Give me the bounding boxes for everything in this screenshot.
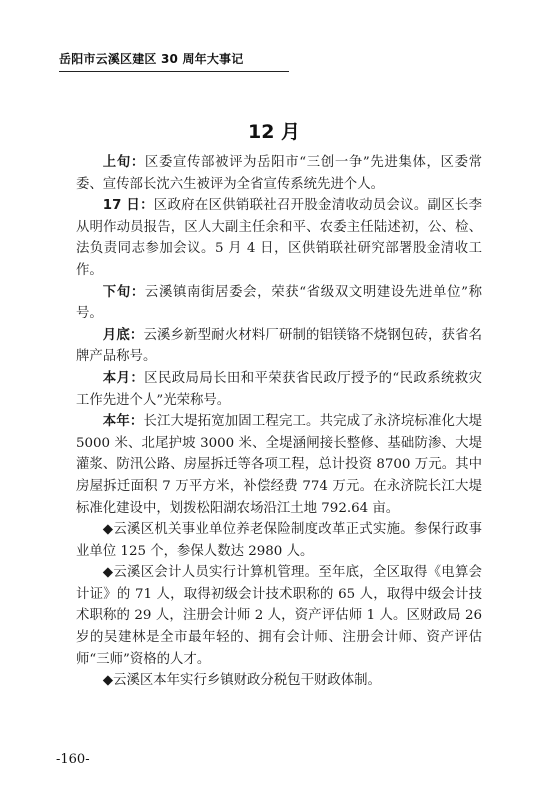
entry-paragraph [76, 325, 482, 368]
entry-text: 区委宣传部被评为岳阳市“三创一争”先进集体，区委常委、宣传部长沈六生被评为全省宣传系统先进个人。 [76, 155, 482, 192]
entry-paragraph [76, 282, 482, 325]
body-text [76, 152, 482, 692]
entry-text: 区政府在区供销联社召开股金清收动员会议。副区长李从明作动员报告，区人大副主任余和平、农委主任陆述初，公、检、法负责同志参加会议。5 月 4 日，区供销联社研究部署股金清收工作。 [76, 198, 483, 278]
entry-label: 上旬： [102, 155, 145, 170]
bullet-text: 云溪区本年实行乡镇财政分税包干财政体制。 [113, 673, 381, 689]
entry-paragraph [76, 152, 482, 195]
header-rule [59, 71, 289, 72]
entry-label: 本年： [102, 414, 144, 430]
bullet-paragraph [76, 670, 482, 692]
diamond-bullet-icon: ◆ [102, 673, 114, 689]
entry-text: 云溪乡新型耐火材料厂研制的铝镁铬不烧钢包砖，获省名牌产品称号。 [76, 327, 483, 365]
entry-text: 云溪镇南街居委会，荣获“省级双文明建设先进单位”称号。 [76, 284, 482, 322]
bullet-paragraph [76, 562, 482, 670]
entry-label: 本月： [102, 370, 145, 386]
section-title: 12 月 [247, 121, 301, 143]
page-number: -160- [56, 752, 90, 767]
bullet-text: 云溪区会计人员实行计算机管理。至年底，全区取得《电算会计证》的 71 人，取得初级会计技术职称的 65 人，取得中级会计技术职称的 29 人，注册会计师 2 人，资产评估师 1 人。区财政局 26 岁的吴建林是全市最年轻的、拥有会计师、注册会计师、资产评估师“三师”资格的人才。 [76, 565, 482, 667]
entry-label: 下旬： [102, 284, 145, 300]
entry-paragraph [76, 195, 482, 281]
entry-label: 17 日： [102, 198, 154, 214]
running-header: 岳阳市云溪区建区 30 周年大事记 [59, 52, 244, 66]
bullet-text: 云溪区机关事业单位养老保险制度改革正式实施。参保行政事业单位 125 个，参保人数达 2980 人。 [76, 522, 482, 559]
diamond-bullet-icon: ◆ [102, 522, 114, 538]
bullet-paragraph [76, 519, 482, 562]
diamond-bullet-icon: ◆ [102, 565, 114, 581]
entry-text: 区民政局局长田和平荣获省民政厅授予的“民政系统救灾工作先进个人”光荣称号。 [76, 370, 482, 408]
entry-label: 月底： [102, 327, 144, 343]
entry-paragraph [76, 368, 482, 411]
entry-text: 长江大堤拓宽加固工程完工。共完成了永济垸标准化大堤 5000 米、北尾护坡 3000 米、全堤涵闸接长整修、基础防渗、大堤灌浆、防汛公路、房屋拆迁等各项工程，总计投资 8700 万元。其中房屋拆迁面积 7 万平方米，补偿经费 774 万元。在永济院长江大堤标准化建设中，划拨松阳湖农场沿江土地 792.64 亩。 [76, 414, 483, 516]
entry-paragraph [76, 411, 482, 519]
